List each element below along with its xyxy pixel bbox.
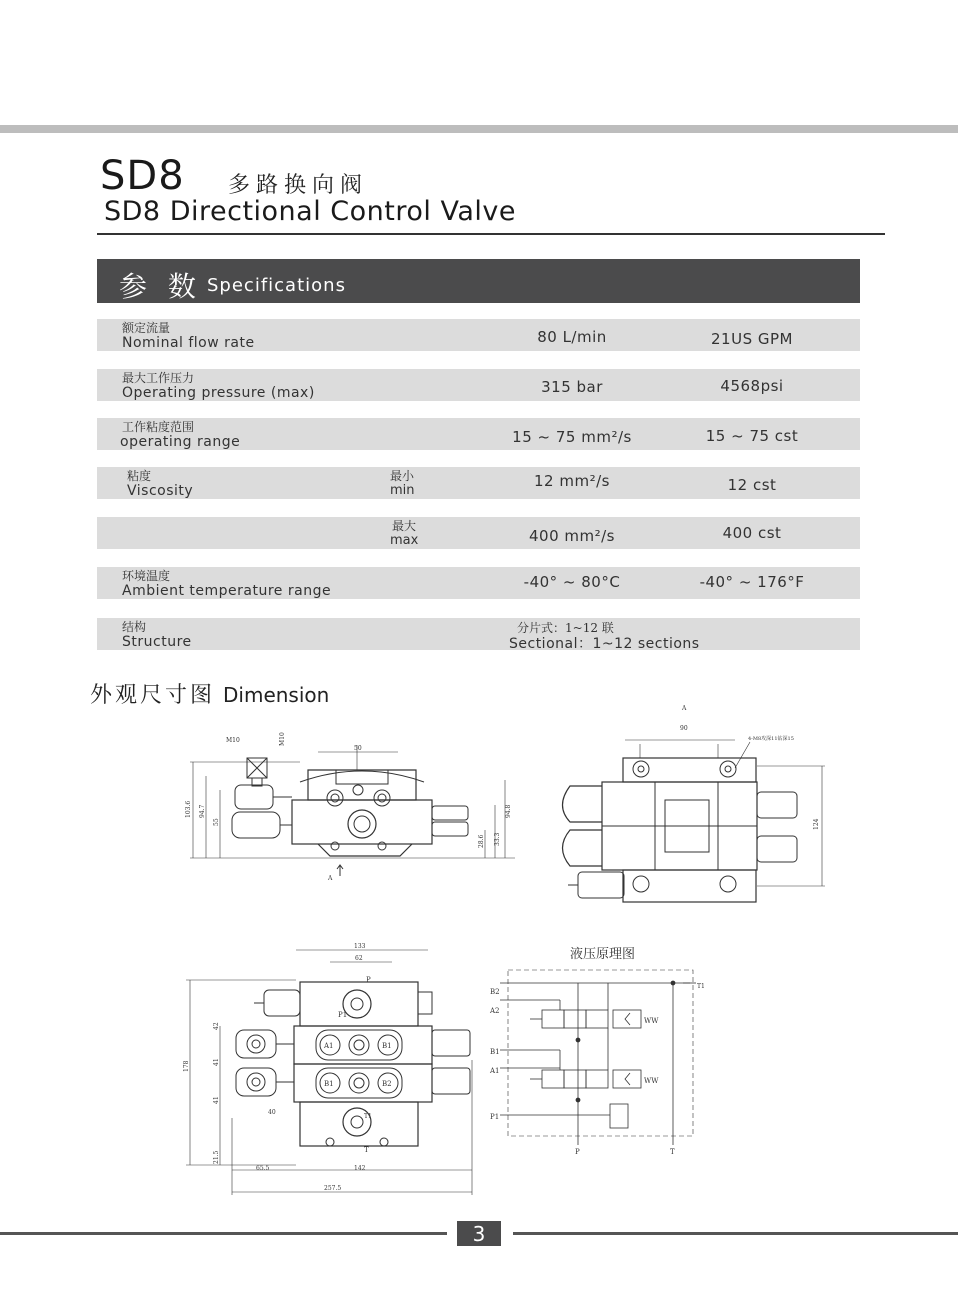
spec-value-imperial: 15 ~ 75 cst <box>705 427 799 445</box>
schematic-port-t: T <box>670 1148 675 1156</box>
footer-rule-right <box>513 1232 958 1235</box>
spec-value-metric: 80 L/min <box>537 328 607 346</box>
spec-label-en: Nominal flow rate <box>122 335 255 351</box>
label-42: 42 <box>213 1022 220 1030</box>
label-178: 178 <box>183 1060 190 1072</box>
dimension-title-en: Dimension <box>223 683 330 707</box>
schematic-port-p1: P1 <box>490 1113 500 1121</box>
title-english: SD8 Directional Control Valve <box>104 196 516 227</box>
label-port-b2: B2 <box>382 1080 392 1088</box>
spec-value-metric: -40° ~ 80°C <box>523 573 621 591</box>
spec-label-en: operating range <box>120 434 241 450</box>
spec-sublabel-cn: 最大 <box>392 519 417 533</box>
title-chinese: 多路换向阀 <box>228 173 369 198</box>
top-view-drawing <box>186 950 472 1195</box>
schematic-title: 液压原理图 <box>570 947 636 962</box>
model-name: SD8 <box>100 153 185 199</box>
label-21-5: 21.5 <box>213 1150 220 1164</box>
label-port-p1: P1 <box>338 1011 348 1019</box>
footer-rule-left <box>0 1232 447 1235</box>
spec-value-imperial: 12 cst <box>727 476 777 494</box>
label-103-6: 103.6 <box>185 800 192 818</box>
spec-sublabel-cn: 最小 <box>390 469 415 483</box>
spec-label-cn: 额定流量 <box>122 321 171 335</box>
label-port-t: T <box>364 1146 369 1154</box>
label-257-5: 257.5 <box>324 1185 342 1192</box>
label-50: 50 <box>354 745 362 752</box>
label-65-5: 65.5 <box>256 1165 270 1172</box>
label-a-arrow: A <box>328 875 333 882</box>
label-124: 124 <box>813 818 820 830</box>
schematic-port-a2: A2 <box>490 1007 500 1015</box>
label-28-6: 28.6 <box>478 834 485 848</box>
front-view-drawing <box>190 745 515 876</box>
label-port-p: P <box>366 976 371 984</box>
structure-value-en: Sectional：1~12 sections <box>509 636 700 652</box>
spec-sublabel-en: max <box>390 533 419 548</box>
spec-label-en: Operating pressure (max) <box>122 385 315 401</box>
side-view-drawing <box>563 740 826 902</box>
spec-value-imperial: 400 cst <box>722 524 782 542</box>
spec-label-en: Ambient temperature range <box>122 583 332 599</box>
side-view-labels <box>680 705 820 830</box>
label-m10-b: M10 <box>279 732 286 746</box>
spec-sublabel-en: min <box>390 483 415 498</box>
schematic-labels <box>489 946 705 1156</box>
schematic-port-p: P <box>575 1148 580 1156</box>
label-mounting-holes: 4-M8攻深11钻深15 <box>748 736 794 742</box>
page-number: 3 <box>457 1221 501 1246</box>
spec-label-cn: 结构 <box>122 620 147 634</box>
spec-label-en: Viscosity <box>127 483 194 499</box>
spec-label-cn: 最大工作压力 <box>122 371 195 385</box>
label-a-top: A <box>682 705 687 712</box>
spec-label-en: Structure <box>122 634 192 650</box>
specifications-title-en: Specifications <box>207 275 346 296</box>
structure-value-cn: 分片式：1~12 联 <box>517 621 614 635</box>
label-port-t1: T1 <box>364 1113 372 1120</box>
specifications-title-cn: 参 数 <box>119 270 202 303</box>
label-port-a1: A1 <box>324 1042 334 1050</box>
dimension-title-cn: 外观尺寸图 <box>90 683 216 708</box>
label-142: 142 <box>354 1165 366 1172</box>
label-41-a: 41 <box>213 1058 220 1066</box>
label-port-b1-lower: B1 <box>324 1080 334 1088</box>
spec-value-metric: 12 mm²/s <box>534 472 610 490</box>
spec-value-imperial: -40° ~ 176°F <box>699 573 805 591</box>
label-90: 90 <box>680 725 688 732</box>
schematic-port-t1: T1 <box>697 983 705 990</box>
schematic-port-a1: A1 <box>490 1067 500 1075</box>
schematic-spring-upper: WW <box>644 1017 659 1025</box>
schematic-spring-lower: WW <box>644 1077 659 1085</box>
label-62: 62 <box>355 955 363 962</box>
spec-value-imperial: 21US GPM <box>711 330 793 348</box>
spec-value-metric: 315 bar <box>541 378 603 396</box>
label-port-b1-upper: B1 <box>382 1042 392 1050</box>
label-33-3: 33.3 <box>494 832 501 846</box>
spec-value-imperial: 4568psi <box>720 377 784 395</box>
label-94-7: 94.7 <box>199 804 206 818</box>
label-133: 133 <box>354 943 366 950</box>
label-41-b: 41 <box>213 1096 220 1104</box>
front-view-labels <box>185 732 512 882</box>
spec-value-metric: 15 ~ 75 mm²/s <box>512 428 632 446</box>
spec-label-cn: 工作粘度范围 <box>122 420 195 434</box>
hydraulic-schematic <box>500 970 696 1145</box>
label-40: 40 <box>268 1109 276 1116</box>
label-55: 55 <box>213 818 220 826</box>
label-m10-a: M10 <box>226 737 240 744</box>
schematic-port-b2: B2 <box>490 988 500 996</box>
spec-label-cn: 粘度 <box>127 469 152 483</box>
spec-value-metric: 400 mm²/s <box>528 527 615 545</box>
schematic-port-b1: B1 <box>490 1048 500 1056</box>
spec-label-cn: 环境温度 <box>122 569 171 583</box>
label-94-8: 94.8 <box>505 804 512 818</box>
